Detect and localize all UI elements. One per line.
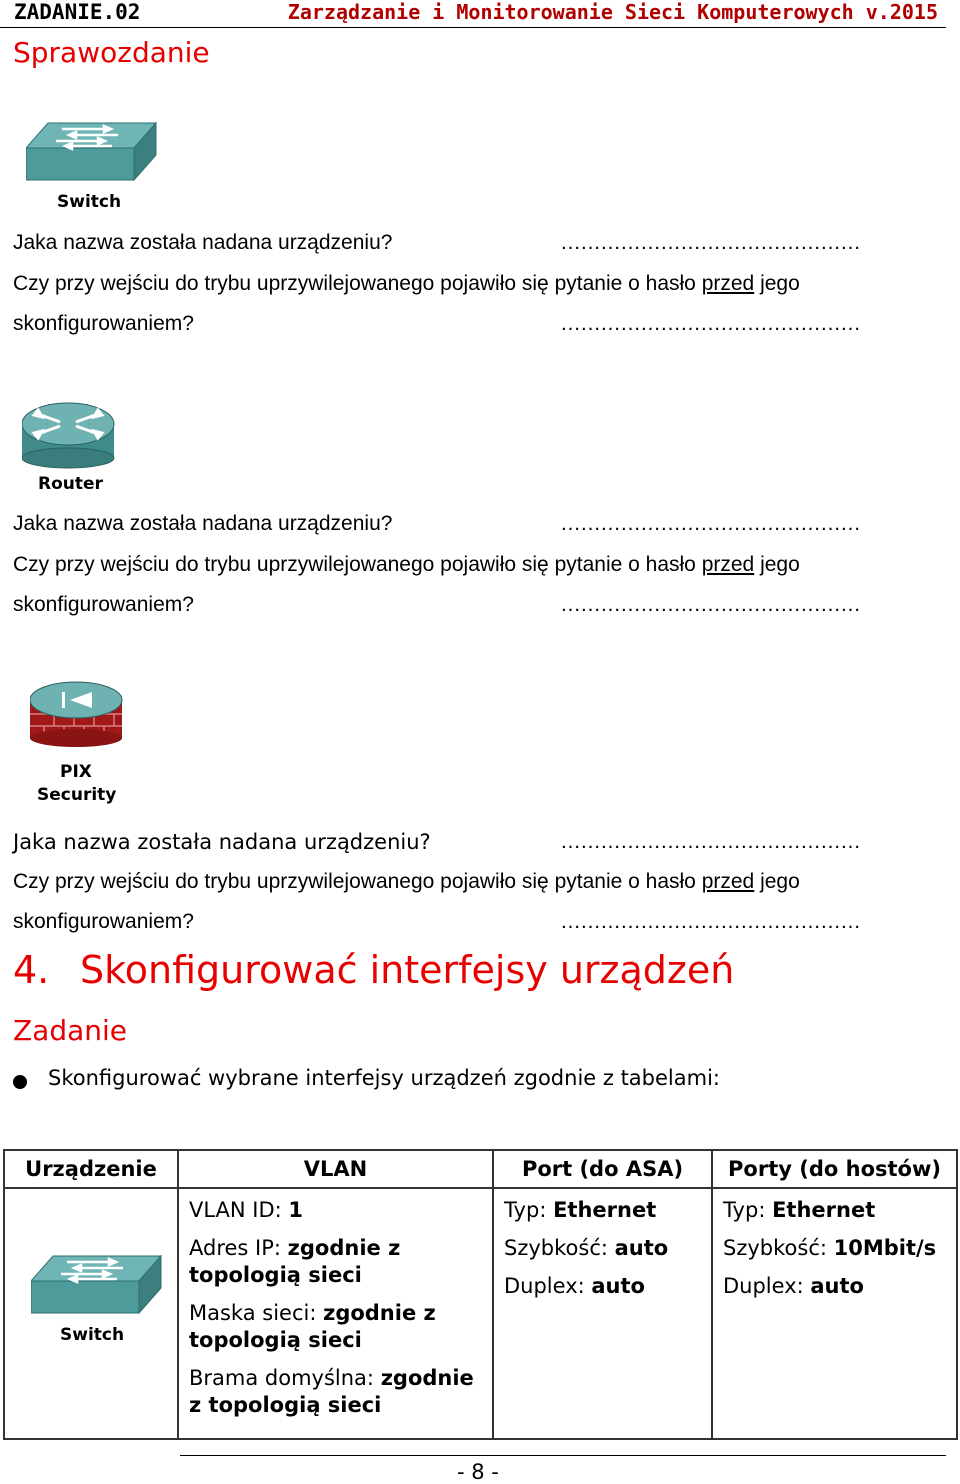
page-number: - 8 - [457, 1460, 499, 1484]
port-cell [493, 1188, 712, 1439]
question-continuation: skonfigurowaniem? [13, 910, 194, 933]
type-line [723, 1197, 946, 1224]
answer-line: ……………………………………… [560, 231, 860, 254]
switch-label: Switch [57, 192, 122, 212]
field-value: Ethernet [772, 1198, 876, 1222]
heading-number: 4. [13, 948, 50, 992]
field-label: Duplex: [504, 1274, 592, 1298]
vlan-cell [178, 1188, 493, 1439]
header-course-title: Zarządzanie i Monitorowanie Sieci Komputerowych v.2015 [287, 0, 938, 24]
field-value: zgodnie z topologią sieci [189, 1366, 474, 1417]
field-label: VLAN ID: [189, 1198, 289, 1222]
speed-line [723, 1235, 946, 1262]
footer-divider [180, 1455, 946, 1456]
table-header: Urządzenie [4, 1150, 178, 1188]
answer-line: ……………………………………… [560, 910, 860, 933]
table-header: Port (do ASA) [493, 1150, 712, 1188]
duplex-line [504, 1273, 701, 1300]
field-label: Duplex: [723, 1274, 811, 1298]
security-label: Security [37, 785, 117, 805]
question-emphasis: przed [701, 272, 755, 295]
question-emphasis: przed [701, 870, 755, 893]
speed-line [504, 1235, 701, 1262]
answer-line: ……………………………………… [560, 593, 860, 616]
ip-address-line [189, 1235, 482, 1289]
field-label: Typ: [504, 1198, 554, 1222]
question-text-end: jego [760, 553, 800, 576]
device-name-question: Jaka nazwa została nadana urządzeniu? [13, 830, 431, 854]
question-text: Czy przy wejściu do trybu uprzywilejowanego pojawiło się pytanie o hasło [13, 272, 696, 295]
answer-line: ……………………………………… [560, 512, 860, 535]
router-label: Router [38, 474, 103, 494]
table-row [4, 1188, 957, 1439]
device-name-question: Jaka nazwa została nadana urządzeniu? [13, 512, 393, 535]
question-text-end: jego [760, 870, 800, 893]
switch-icon [26, 118, 158, 192]
section-title: Sprawozdanie [13, 36, 210, 69]
subheading: Zadanie [13, 1014, 128, 1047]
password-question [13, 870, 800, 894]
table-header-row [4, 1150, 957, 1188]
device-name-question: Jaka nazwa została nadana urządzeniu? [13, 231, 393, 254]
field-value: auto [591, 1274, 645, 1298]
question-text: Czy przy wejściu do trybu uprzywilejowanego pojawiło się pytanie o hasło [13, 553, 696, 576]
vlan-id-line [189, 1197, 482, 1224]
field-label: Szybkość: [723, 1236, 834, 1260]
field-value: 10Mbit/s [833, 1236, 937, 1260]
field-label: Typ: [723, 1198, 773, 1222]
field-value: 1 [288, 1198, 304, 1222]
firewall-icon [30, 680, 124, 754]
password-question [13, 553, 800, 577]
field-value: auto [810, 1274, 864, 1298]
section-heading [13, 948, 734, 992]
switch-icon [31, 1251, 163, 1326]
password-question [13, 272, 800, 296]
heading-title: Skonfigurować interfejsy urządzeń [80, 948, 735, 992]
question-text: Czy przy wejściu do trybu uprzywilejowanego pojawiło się pytanie o hasło [13, 870, 696, 893]
field-value: zgodnie z topologią sieci [189, 1236, 401, 1287]
field-value: zgodnie z topologią sieci [189, 1301, 436, 1352]
bullet-icon [13, 1075, 27, 1089]
duplex-line [723, 1273, 946, 1300]
field-value: Ethernet [553, 1198, 657, 1222]
netmask-line [189, 1300, 482, 1354]
question-continuation: skonfigurowaniem? [13, 312, 194, 335]
interface-config-table [3, 1149, 958, 1440]
field-label: Adres IP: [189, 1236, 288, 1260]
field-label: Szybkość: [504, 1236, 615, 1260]
field-label: Maska sieci: [189, 1301, 324, 1325]
question-text-end: jego [760, 272, 800, 295]
answer-line: ……………………………………… [560, 312, 860, 335]
type-line [504, 1197, 701, 1224]
field-label: Brama domyślna: [189, 1366, 381, 1390]
bullet-text: Skonfigurować wybrane interfejsy urządzeń zgodnie z tabelami: [48, 1066, 720, 1090]
hosts-cell [712, 1188, 957, 1439]
header-divider [0, 27, 946, 28]
gateway-line [189, 1365, 482, 1419]
switch-label: Switch [60, 1325, 125, 1345]
table-header: VLAN [178, 1150, 493, 1188]
table-header: Porty (do hostów) [712, 1150, 957, 1188]
field-value: auto [614, 1236, 669, 1260]
question-emphasis: przed [701, 553, 755, 576]
header-assignment-id: ZADANIE.02 [14, 0, 141, 24]
answer-line: ……………………………………… [560, 830, 860, 853]
device-cell [4, 1188, 178, 1439]
question-continuation: skonfigurowaniem? [13, 593, 194, 616]
router-icon [22, 400, 118, 474]
pix-label: PIX [60, 762, 92, 782]
